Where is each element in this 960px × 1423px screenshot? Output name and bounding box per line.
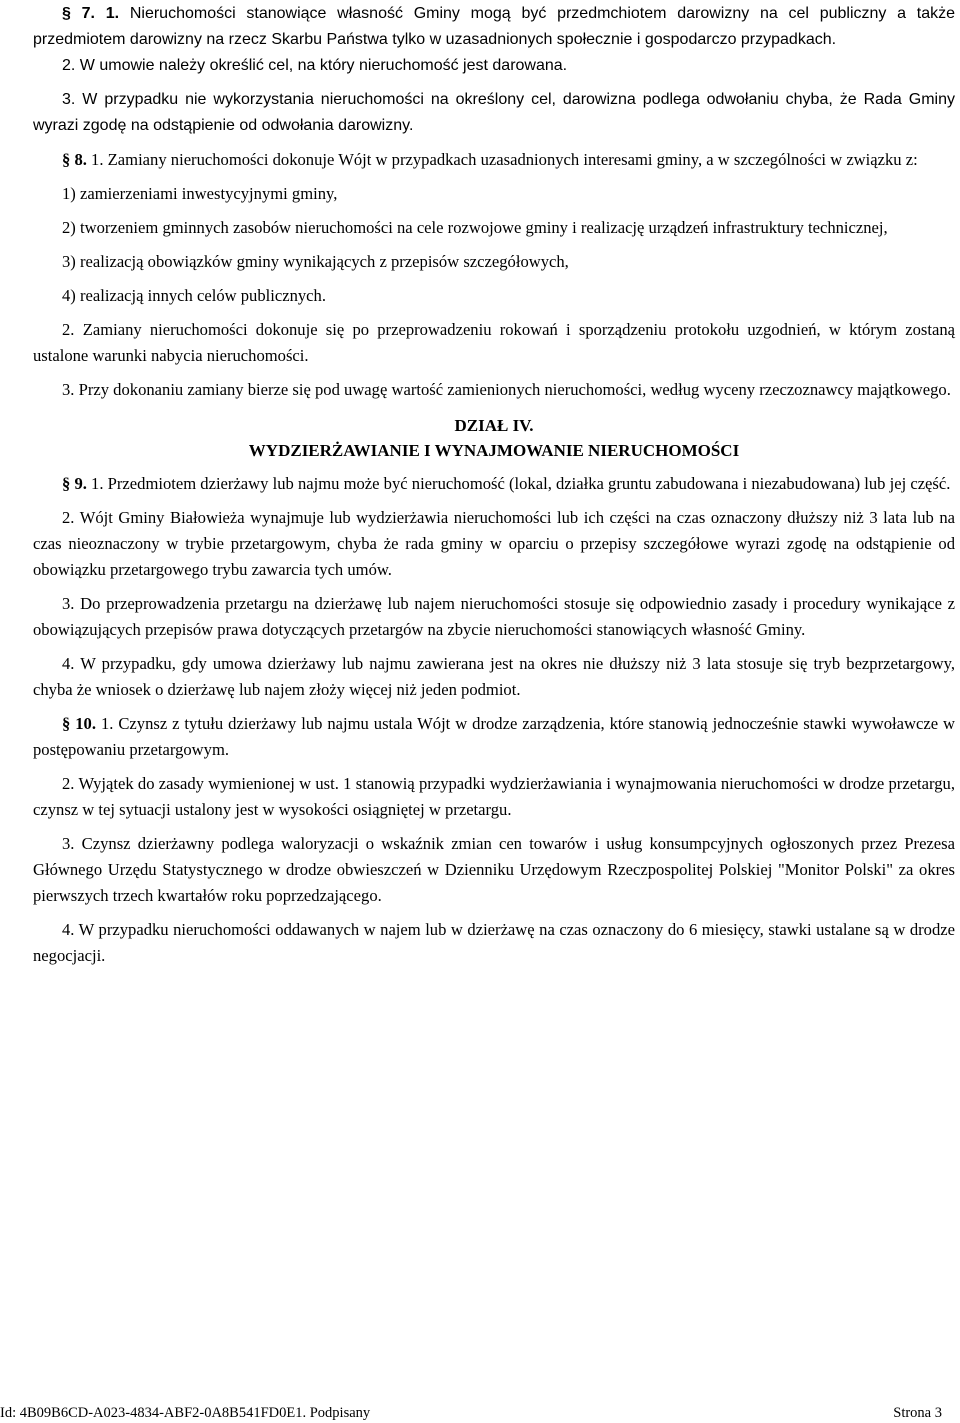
paragraph-number: 3. bbox=[62, 594, 75, 613]
paragraph-text: Czynsz dzierżawny podlega waloryzacji o wskaźnik zmian cen towarów i usług konsumpcyjnych ogłoszonych przez Prezesa Głównego Urzędu Statystycznego w drodze obwieszczeń w Dzienniku Urzędowym Rzeczpospolitej Polskiej "Monitor Polski" za okres pierwszych trzech kwartałów roku poprzedzającego. bbox=[33, 834, 955, 905]
section-number: § 7. 1. bbox=[62, 5, 120, 22]
paragraph-10-1 bbox=[33, 711, 955, 763]
paragraph-9-2 bbox=[33, 505, 955, 583]
paragraph-number: 2. bbox=[62, 320, 75, 339]
paragraph-10-2 bbox=[33, 771, 955, 823]
paragraph-8-1 bbox=[33, 147, 955, 173]
list-item: 3) realizacją obowiązków gminy wynikających z przepisów szczegółowych, bbox=[62, 252, 569, 271]
chapter-subtitle: WYDZIERŻAWIANIE I WYNAJMOWANIE NIERUCHOMOŚCI bbox=[248, 441, 740, 460]
paragraph-9-3 bbox=[33, 591, 955, 643]
section-number: § 9. bbox=[62, 474, 87, 493]
paragraph-8-3 bbox=[33, 377, 955, 403]
paragraph-9-4 bbox=[33, 651, 955, 703]
chapter-title: DZIAŁ IV. bbox=[454, 416, 534, 435]
paragraph-number: 3. bbox=[62, 834, 75, 853]
paragraph-number: 4. bbox=[62, 920, 75, 939]
paragraph-text: Czynsz z tytułu dzierżawy lub najmu ustala Wójt w drodze zarządzenia, które stanowią jednocześnie stawki wywoławcze w postępowaniu przetargowym. bbox=[33, 714, 956, 759]
section-number: § 8. bbox=[62, 150, 87, 169]
paragraph-number: 1. bbox=[91, 150, 104, 169]
page-number: Strona 3 bbox=[893, 1405, 942, 1421]
paragraph-10-4 bbox=[33, 917, 955, 969]
paragraph-8-2 bbox=[33, 317, 955, 369]
list-item: 4) realizacją innych celów publicznych. bbox=[62, 286, 326, 305]
paragraph-number: 1. bbox=[100, 714, 114, 733]
paragraph-7-2 bbox=[33, 53, 955, 79]
paragraph-text: W umowie należy określić cel, na który nieruchomość jest darowana. bbox=[79, 57, 568, 74]
paragraph-number: 3. bbox=[62, 91, 76, 108]
paragraph-number: 4. bbox=[62, 654, 75, 673]
document-id: Id: 4B09B6CD-A023-4834-ABF2-0A8B541FD0E1. Podpisany bbox=[0, 1405, 371, 1421]
paragraph-9-1 bbox=[33, 471, 955, 497]
chapter-heading bbox=[33, 413, 955, 463]
paragraph-10-3 bbox=[33, 831, 955, 909]
page-footer bbox=[0, 1403, 942, 1423]
section-number: § 10. bbox=[62, 714, 96, 733]
paragraph-text: W przypadku, gdy umowa dzierżawy lub najmu zawierana jest na okres nie dłuższy niż 3 lata stosuje się tryb bezprzetargowy, chyba że wniosek o dzierżawę lub najem złoży więcej niż jeden podmiot. bbox=[33, 654, 955, 699]
paragraph-number: 3. bbox=[62, 380, 75, 399]
paragraph-7-3 bbox=[33, 87, 955, 139]
paragraph-text: Do przeprowadzenia przetargu na dzierżawę lub najem nieruchomości stosuje się odpowiednio zasady i procedury wynikające z obowiązujących przepisów prawa dotyczących przetargów na zbycie nieruchomości stanowiących własność Gminy. bbox=[33, 594, 955, 639]
paragraph-number: 2. bbox=[62, 57, 76, 74]
paragraph-7-1 bbox=[33, 1, 955, 53]
paragraph-number: 1. bbox=[91, 474, 104, 493]
list-item: 1) zamierzeniami inwestycyjnymi gminy, bbox=[62, 184, 338, 203]
paragraph-number: 2. bbox=[62, 508, 75, 527]
paragraph-text: Przedmiotem dzierżawy lub najmu może być nieruchomość (lokal, działka gruntu zabudowana i niezabudowana) lub jej część. bbox=[107, 474, 951, 493]
paragraph-text: W przypadku nie wykorzystania nieruchomości na określony cel, darowizna podlega odwołaniu chyba, że Rada Gminy wyrazi zgodę na odstąpienie od odwołania darowizny. bbox=[33, 91, 955, 134]
paragraph-text: Przy dokonaniu zamiany bierze się pod uwagę wartość zamienionych nieruchomości, według wyceny rzeczoznawcy majątkowego. bbox=[78, 380, 951, 399]
paragraph-text: Nieruchomości stanowiące własność Gminy mogą być przedmchiotem darowizny na cel publiczny a także przedmiotem darowizny na rzecz Skarbu Państwa tylko w uzasadnionych społecznie i gospodarczo przypadkach. bbox=[33, 5, 956, 48]
paragraph-number: 2. bbox=[62, 774, 75, 793]
list-item: 2) tworzeniem gminnych zasobów nieruchomości na cele rozwojowe gminy i realizację urządzeń infrastruktury technicznej, bbox=[62, 218, 888, 237]
paragraph-text: Zamiany nieruchomości dokonuje Wójt w przypadkach uzasadnionych interesami gminy, a w szczególności w związku z: bbox=[107, 150, 918, 169]
paragraph-text: Wyjątek do zasady wymienionej w ust. 1 stanowią przypadki wydzierżawiania i wynajmowania nieruchomości w drodze przetargu, czynsz w tej sytuacji ustalony jest w wysokości osiągniętej w przetargu. bbox=[33, 774, 955, 819]
paragraph-text: W przypadku nieruchomości oddawanych w najem lub w dzierżawę na czas oznaczony do 6 miesięcy, stawki ustalane są w drodze negocjacji. bbox=[33, 920, 955, 965]
document-page bbox=[33, 1, 955, 969]
paragraph-text: Zamiany nieruchomości dokonuje się po przeprowadzeniu rokowań i sporządzeniu protokołu uzgodnień, w którym zostaną ustalone warunki nabycia nieruchomości. bbox=[33, 320, 955, 365]
paragraph-text: Wójt Gminy Białowieża wynajmuje lub wydzierżawia nieruchomości lub ich części na czas oznaczony dłuższy niż 3 lata lub na czas nieoznaczony w trybie przetargowym, chyba że rada gminy w oparciu o przepisy szczegółowe wyrazi zgodę na odstąpienie od obowiązku przetargowego trybu zawarcia tych umów. bbox=[33, 508, 955, 579]
